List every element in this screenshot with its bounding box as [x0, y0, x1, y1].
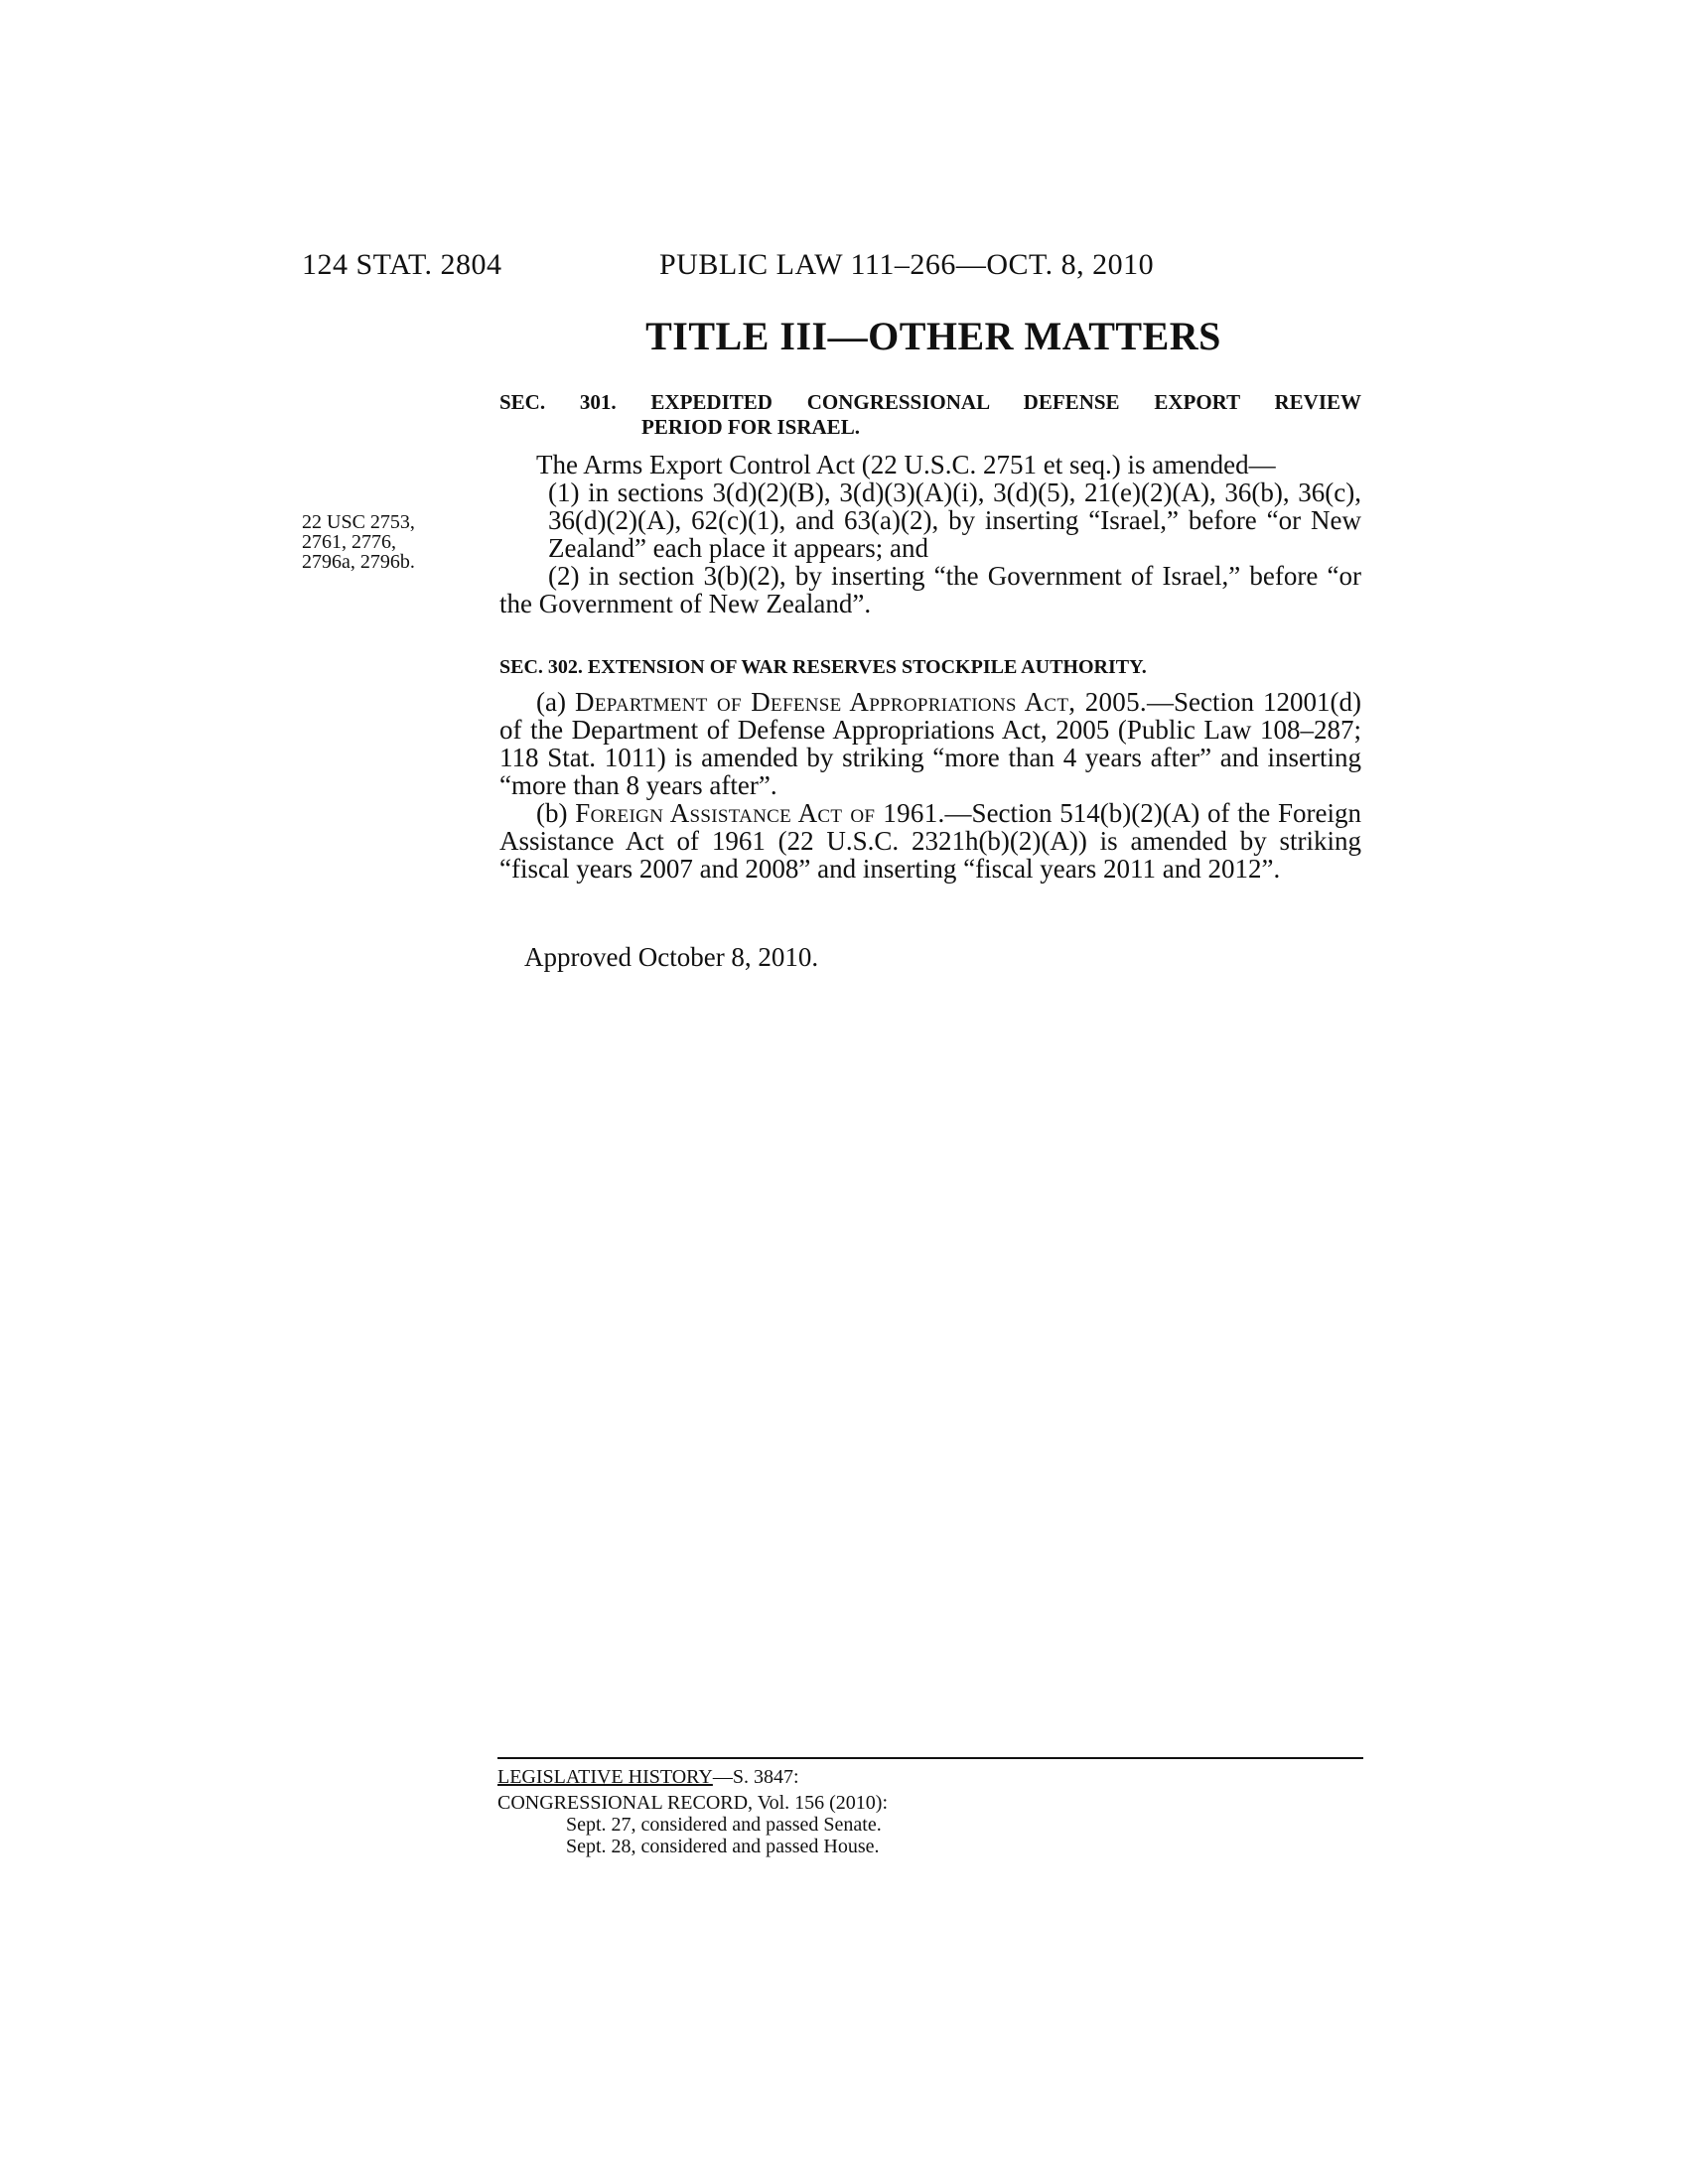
- sec-302-subsection-b: (b) Foreign Assistance Act of 1961.—Section 514(b)(2)(A) of the Foreign Assistance Act of 1961 (22 U.S.C. 2321h(b)(2)(A)) is amended by striking “fiscal years 2007 and 2008” and inserting “fiscal years 2011 and 2012”.: [499, 798, 1361, 884]
- sec-302-heading: SEC. 302. EXTENSION OF WAR RESERVES STOCKPILE AUTHORITY.: [499, 656, 1147, 678]
- margin-note-usc: 22 USC 2753, 2761, 2776, 2796a, 2796b.: [302, 511, 415, 573]
- sec-302-body: [499, 688, 1361, 883]
- sec-301-item-2: (2) in section 3(b)(2), by inserting “the Government of Israel,” before “or the Government of New Zealand”.: [499, 561, 1361, 618]
- history-entry: Sept. 27, considered and passed Senate.: [566, 1814, 882, 1836]
- legislative-history: LEGISLATIVE HISTORY—S. 3847: CONGRESSIONAL RECORD, Vol. 156 (2010): Sept. 27, considered and passed Senate. Sept. 28, considered and passed House.: [497, 1766, 888, 1857]
- footnote-rule: [497, 1757, 1363, 1759]
- sec-301-body: [499, 451, 1361, 617]
- sec-301-item-1: (1) in sections 3(d)(2)(B), 3(d)(3)(A)(i), 3(d)(5), 21(e)(2)(A), 36(b), 36(c), 36(d)(2)(A), 62(c)(1), and 63(a)(2), by inserting “Israel,” before “or New Zealand” each place it appears; and: [548, 478, 1361, 563]
- sec-301-heading: [499, 390, 1361, 440]
- sec-301-heading-line1: SEC. 301. EXPEDITED CONGRESSIONAL DEFENSE EXPORT REVIEW: [499, 390, 1361, 414]
- approved-date: Approved October 8, 2010.: [524, 942, 819, 972]
- history-entry: Sept. 28, considered and passed House.: [566, 1836, 880, 1857]
- sec-302-a-caption: Department of Defense Appropriations Act, 2005.: [575, 687, 1147, 717]
- stat-page-number: 124 STAT. 2804: [302, 248, 502, 281]
- title-heading: TITLE III—OTHER MATTERS: [645, 314, 1221, 358]
- public-law-header: PUBLIC LAW 111–266—OCT. 8, 2010: [659, 248, 1155, 281]
- sec-301-heading-line2: PERIOD FOR ISRAEL.: [641, 415, 860, 439]
- legislative-history-label: LEGISLATIVE HISTORY: [497, 1766, 713, 1788]
- sec-302-subsection-a: (a) Department of Defense Appropriations Act, 2005.—Section 12001(d) of the Department of Defense Appropriations Act, 2005 (Public Law 108–287; 118 Stat. 1011) is amended by striking “more than 4 years after” and inserting “more than 8 years after”.: [499, 687, 1361, 800]
- sec-302-b-caption: Foreign Assistance Act of 1961.: [575, 798, 945, 828]
- congressional-record: CONGRESSIONAL RECORD, Vol. 156 (2010):: [497, 1792, 888, 1814]
- sec-301-intro: The Arms Export Control Act (22 U.S.C. 2751 et seq.) is amended—: [536, 450, 1276, 479]
